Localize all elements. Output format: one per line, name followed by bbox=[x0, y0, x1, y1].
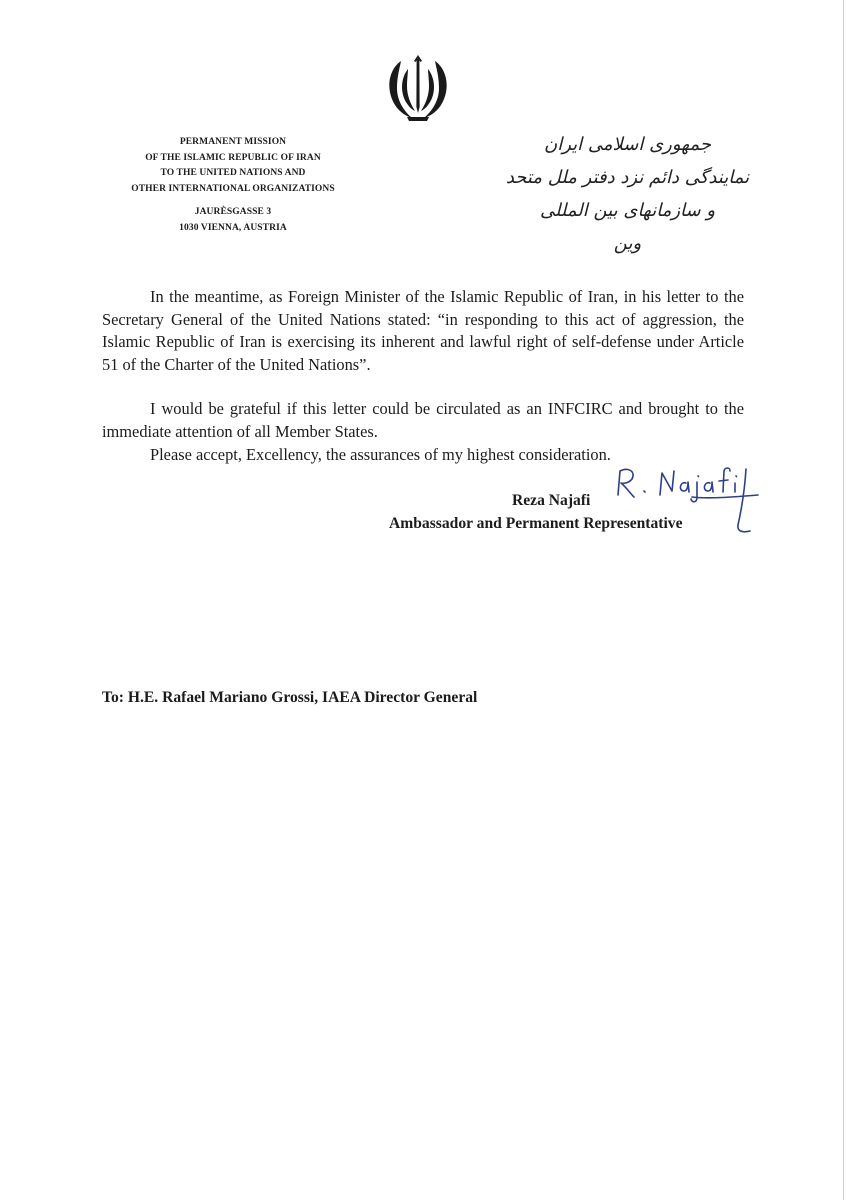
recipient-line: To: H.E. Rafael Mariano Grossi, IAEA Director General bbox=[102, 689, 478, 706]
letterhead-street-address: JAURÈSGASSE 3 bbox=[194, 207, 272, 217]
mission-letterhead-persian bbox=[500, 128, 755, 260]
signatory-name: Reza Najafi bbox=[512, 492, 591, 509]
letterhead-line: OF THE ISLAMIC REPUBLIC OF IRAN bbox=[145, 152, 321, 163]
letterhead-persian-line: جمهوری اسلامی ایران bbox=[544, 134, 711, 155]
letterhead-city-address: 1030 VIENNA, AUSTRIA bbox=[179, 222, 287, 233]
mission-letterhead-english bbox=[98, 135, 368, 236]
letterhead-persian-line: نمایندگی دائم نزد دفتر ملل متحد و سازمانهای بین المللی bbox=[505, 167, 750, 221]
body-paragraph: I would be grateful if this letter could be circulated as an INFCIRC and brought to the immediate attention of all Member States. bbox=[102, 399, 744, 441]
iran-emblem-icon bbox=[387, 55, 449, 123]
page-edge-line bbox=[843, 0, 844, 1200]
letterhead-line: PERMANENT MISSION bbox=[179, 137, 287, 147]
signatory-title: Ambassador and Permanent Representative bbox=[389, 515, 683, 532]
letterhead-persian-line: وین bbox=[613, 233, 642, 254]
body-paragraph: In the meantime, as Foreign Minister of the Islamic Republic of Iran, in his letter to the Secretary General of the United Nations stated: “in responding to this act of aggression, the Islamic Republic of Iran is exercising its inherent and lawful right of self-defense under Article 51 of the Charter of the United Nations”. bbox=[102, 287, 744, 374]
letterhead-line: OTHER INTERNATIONAL ORGANIZATIONS bbox=[131, 183, 335, 194]
letterhead-line: TO THE UNITED NATIONS AND bbox=[160, 168, 306, 178]
letter-body bbox=[102, 286, 744, 466]
closing-paragraph: Please accept, Excellency, the assurances of my highest consideration. bbox=[150, 444, 611, 464]
